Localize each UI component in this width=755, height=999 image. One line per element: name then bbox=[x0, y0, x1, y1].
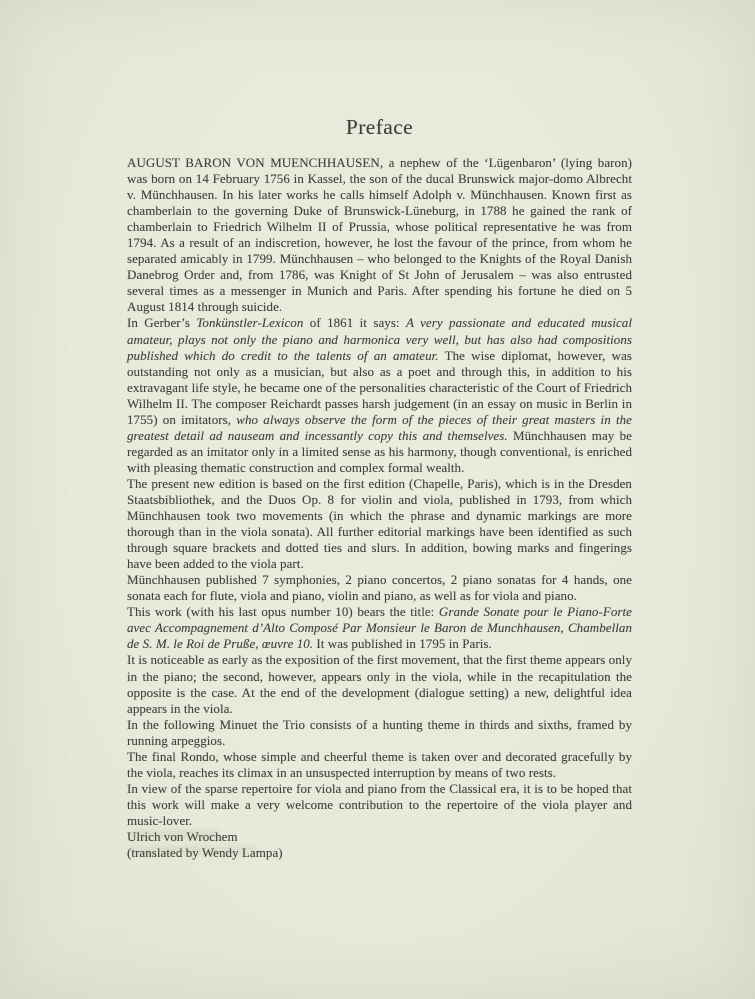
paragraph: In the following Minuet the Trio consists of a hunting theme in thirds and sixths, framed by running arpeggios. bbox=[127, 716, 632, 748]
signature-translator: (translated by Wendy Lampa) bbox=[127, 845, 283, 861]
paragraph: In Gerber’s Tonkünstler-Lexicon of 1861 it says: A very passionate and educated musical amateur, plays not only the piano and harmonica very well, but has also had compositions published which do credit to the talents of an amateur. The wise diplomat, however, was outstanding not only as a musician, but also as a poet and through this, in addition to his extravagant life style, he became one of the personalities characteristic of the Court of Friedrich Wilhelm II. The composer Reichardt passes harsh judgement (in an essay on music in Berlin in 1755) on imitators, who always observe the form of the pieces of their great masters in the greatest detail ad nauseam and incessantly copy this and themselves. Münchhausen may be regarded as an imitator only in a limited sense as his harmony, though conventional, is enriched with pleasing thematic construction and complex formal wealth. bbox=[127, 315, 633, 475]
paragraph: AUGUST BARON VON MUENCHHAUSEN, a nephew of the ‘Lügenbaron’ (lying baron) was born on 14 February 1756 in Kassel, the son of the ducal Brunswick major-domo Albrecht v. Münchhausen. In his later works he calls himself Adolph v. Münchhausen. Known first as chamberlain to the governing Duke of Brunswick-Lüneburg, in 1788 he gained the rank of chamberlain to Friedrich Wilhelm II of Prussia, whose political representative he was from 1794. As a result of an indiscretion, however, he lost the favour of the prince, from whom he separated amicably in 1799. Münchhausen – who belonged to the Knights of the Royal Danish Danebrog Order and, from 1786, was Knight of St John of Jerusalem – was also entrusted several times as a messenger in Munich and Paris. After spending his fortune he died on 5 August 1814 through suicide. bbox=[127, 155, 632, 315]
paragraph: Münchhausen published 7 symphonies, 2 piano concertos, 2 piano sonatas for 4 hands, one sonata each for flute, viola and piano, violin and piano, as well as for viola and piano. bbox=[127, 572, 632, 604]
paragraph: The present new edition is based on the first edition (Chapelle, Paris), which is in the Dresden Staatsbibliothek, and the Duos Op. 8 for violin and viola, published in 1793, from which Münchhausen took two movements (in which the phrase and dynamic markings are more thorough than in the viola sonata). All further editorial markings have been identified as such through square brackets and dotted ties and slurs. In addition, bowing marks and fingerings have been added to the viola part. bbox=[127, 475, 632, 572]
bleed-through-artifact bbox=[130, 846, 258, 855]
page-title: Preface bbox=[345, 115, 414, 139]
preface-body bbox=[127, 155, 632, 861]
paragraph: This work (with his last opus number 10) bears the title: Grande Sonate pour le Piano-Forte avec Accompagnement d’Alto Composé Par Monsieur le Baron de Munchhausen, Chambellan de S. M. le Roi de Pruße, œuvre 10. It was published in 1795 in Paris. bbox=[127, 604, 632, 652]
paragraph: It is noticeable as early as the exposition of the first movement, that the first theme appears only in the piano; the second, however, appears only in the viola, while in the recapitulation the opposite is the case. At the end of the development (dialogue setting) a new, delightful idea appears in the viola. bbox=[127, 652, 632, 716]
paragraph: In view of the sparse repertoire for viola and piano from the Classical era, it is to be hoped that this work will make a very welcome contribution to the repertoire of the viola player and music-lover. bbox=[127, 780, 632, 828]
bleed-through-artifact bbox=[130, 830, 218, 839]
paragraph: The final Rondo, whose simple and cheerful theme is taken over and decorated gracefully by the viola, reaches its climax in an unsuspected interruption by means of two rests. bbox=[127, 748, 632, 780]
signature-author: Ulrich von Wrochem bbox=[127, 828, 238, 844]
